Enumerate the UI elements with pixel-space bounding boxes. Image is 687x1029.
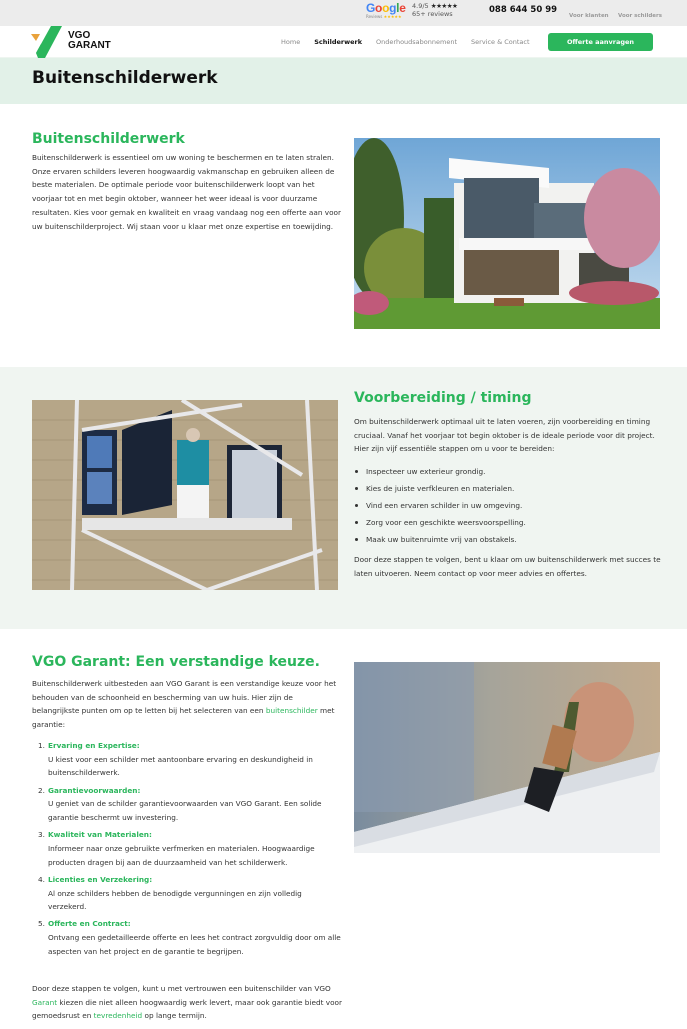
phone-number[interactable]: 088 644 50 99 (489, 5, 558, 15)
rating-value: 4.9/5 (412, 2, 429, 10)
point-title: Offerte en Contract: (48, 919, 131, 929)
nav-item-home[interactable]: Home (281, 38, 301, 46)
list-item: 2. Garantievoorwaarden: U geniet van de schilder garantievoorwaarden van VGO Garant. Een solide garantie beschermt uw investering. (32, 784, 342, 825)
rating-summary (412, 2, 457, 18)
nav-item-schilderwerk[interactable]: Schilderwerk (314, 38, 363, 46)
section-keuze-intro: Buitenschilderwerk uitbesteden aan VGO Garant is een verstandige keuze voor het behouden van de schoonheid en bescherming van uw huis. Hier zijn de belangrijkste punten om op te letten bij het selecteren van een buitenschilder met garantie: (32, 679, 337, 730)
list-item: 3. Kwaliteit van Materialen: Informeer naar onze gebruikte verfmerken en materialen. Hoogwaardige producten dragen bij aan de duurzaamheid van het schilderwerk. (32, 828, 342, 869)
page-title: Buitenschilderwerk (32, 68, 218, 88)
section-intro (0, 104, 687, 367)
list-item: Vind een ervaren schilder in uw omgeving. (354, 497, 664, 514)
nav-item-service-contact[interactable]: Service & Contact (471, 38, 530, 46)
google-reviews-logo[interactable]: Google Reviews ★★★★★ (366, 1, 406, 19)
point-text: U geniet van de schilder garantievoorwaarden van VGO Garant. Een solide garantie beschermt uw investering. (48, 799, 322, 823)
section-voorbereiding (0, 367, 687, 629)
list-item: 1. Ervaring en Expertise: U kiest voor een schilder met aantoonbare ervaring en deskundigheid in buitenschilderwerk. (32, 739, 342, 780)
nav-links (281, 38, 544, 46)
review-count: 65+ reviews (412, 10, 453, 18)
section-intro-title: Buitenschilderwerk (32, 131, 185, 147)
list-item: Maak uw buitenruimte vrij van obstakels. (354, 531, 664, 548)
point-text: Ontvang een gedetailleerde offerte en lees het contract zorgvuldig door om alle aspecten van het project en de garantie te begrijpen. (48, 933, 341, 956)
section-keuze-outro: Door deze stappen te volgen, kunt u met vertrouwen een buitenschilder van VGO Garant kiezen die niet alleen hoogwaardig werk levert, maar ook garantie biedt voor gemoedsrust en tevredenheid op lange termijn. (32, 984, 343, 1021)
link-garant[interactable]: Garant (32, 997, 58, 1007)
point-title: Ervaring en Expertise: (48, 741, 140, 750)
list-item: Kies de juiste verfkleuren en materialen. (354, 480, 664, 497)
google-logo: Google (366, 1, 406, 15)
google-sub-label: Reviews (366, 14, 383, 19)
logo-check-icon (31, 26, 65, 58)
paint-brush-image (354, 662, 660, 853)
main-nav (0, 26, 687, 58)
star-rating-icon: ★★★★★ (430, 2, 458, 10)
point-text: Al onze schilders hebben de benodigde vergunningen en zijn volledig verzekerd. (48, 888, 302, 912)
point-title: Kwaliteit van Materialen: (48, 830, 152, 840)
link-tevredenheid[interactable]: tevredenheid (93, 1011, 143, 1021)
section-intro-text: Buitenschilderwerk is essentieel om uw woning te beschermen en te laten stralen. Onze ervaren schilders leveren hoogwaardig vakmanschap en gebruiken alleen de beste materialen. De optimale periode voor buitenschilderwerk loopt van het voorjaar tot en met begin oktober, wanneer het weer ideaal is voor duurzame resultaten. Kies voor gemak en kwaliteit en vraag vandaag nog een offerte aan voor uw buitenschilderproject. Wij staan voor u klaar met onze expertise en toewijding. (32, 153, 342, 231)
section-voorbereiding-intro: Om buitenschilderwerk optimaal uit te laten voeren, zijn voorbereiding en timing cruciaal. Vanaf het voorjaar tot begin oktober is de ideale periode voor dit project. Hier zijn vijf essentiële stappen om u voor te bereiden: (354, 417, 655, 454)
list-item: Zorg voor een geschikte weersvoorspelling. (354, 514, 664, 531)
house-image (354, 138, 660, 329)
list-item: Inspecteer uw exterieur grondig. (354, 463, 664, 480)
section-voorbereiding-title: Voorbereiding / timing (354, 390, 532, 406)
selection-points-list (32, 739, 342, 962)
top-bar (0, 0, 687, 26)
page-header (0, 58, 687, 104)
section-voorbereiding-outro: Door deze stappen te volgen, bent u klaar om uw buitenschilderwerk met succes te laten uitvoeren. Neem contact op voor meer advies en offertes. (354, 555, 661, 578)
painter-scaffolding-image (32, 400, 338, 590)
list-item: 5. Offerte en Contract: Ontvang een gedetailleerde offerte en lees het contract zorgvuldig door om alle aspecten van het project en de garantie te begrijpen. (38, 919, 341, 956)
link-buitenschilder[interactable]: buitenschilder (265, 706, 318, 716)
point-text: U kiest voor een schilder met aantoonbare ervaring en deskundigheid in buitenschilderwerk. (48, 754, 313, 778)
logo-line-2: GARANT (68, 40, 111, 51)
offerte-aanvragen-button[interactable]: Offerte aanvragen (548, 33, 653, 51)
point-title: Garantievoorwaarden: (48, 785, 141, 795)
list-item: 4. Licenties en Verzekering: Al onze schilders hebben de benodigde vergunningen en zijn volledig verzekerd. (32, 873, 342, 914)
link-voor-schilders[interactable]: Voor schilders (618, 13, 663, 19)
point-title: Licenties en Verzekering: (48, 874, 153, 884)
preparation-steps-list (354, 463, 664, 548)
section-keuze-title: VGO Garant: Een verstandige keuze. (32, 654, 320, 670)
logo-line-1: VGO (68, 30, 91, 41)
logo[interactable] (31, 26, 121, 58)
link-voor-klanten[interactable]: Voor klanten (569, 13, 609, 19)
nav-item-onderhoudsabonnement[interactable]: Onderhoudsabonnement (376, 38, 458, 46)
point-text: Informeer naar onze gebruikte verfmerken en materialen. Hoogwaardige producten dragen bij aan de duurzaamheid van het schilderwerk. (48, 843, 315, 867)
section-verstandige-keuze (0, 629, 687, 1029)
